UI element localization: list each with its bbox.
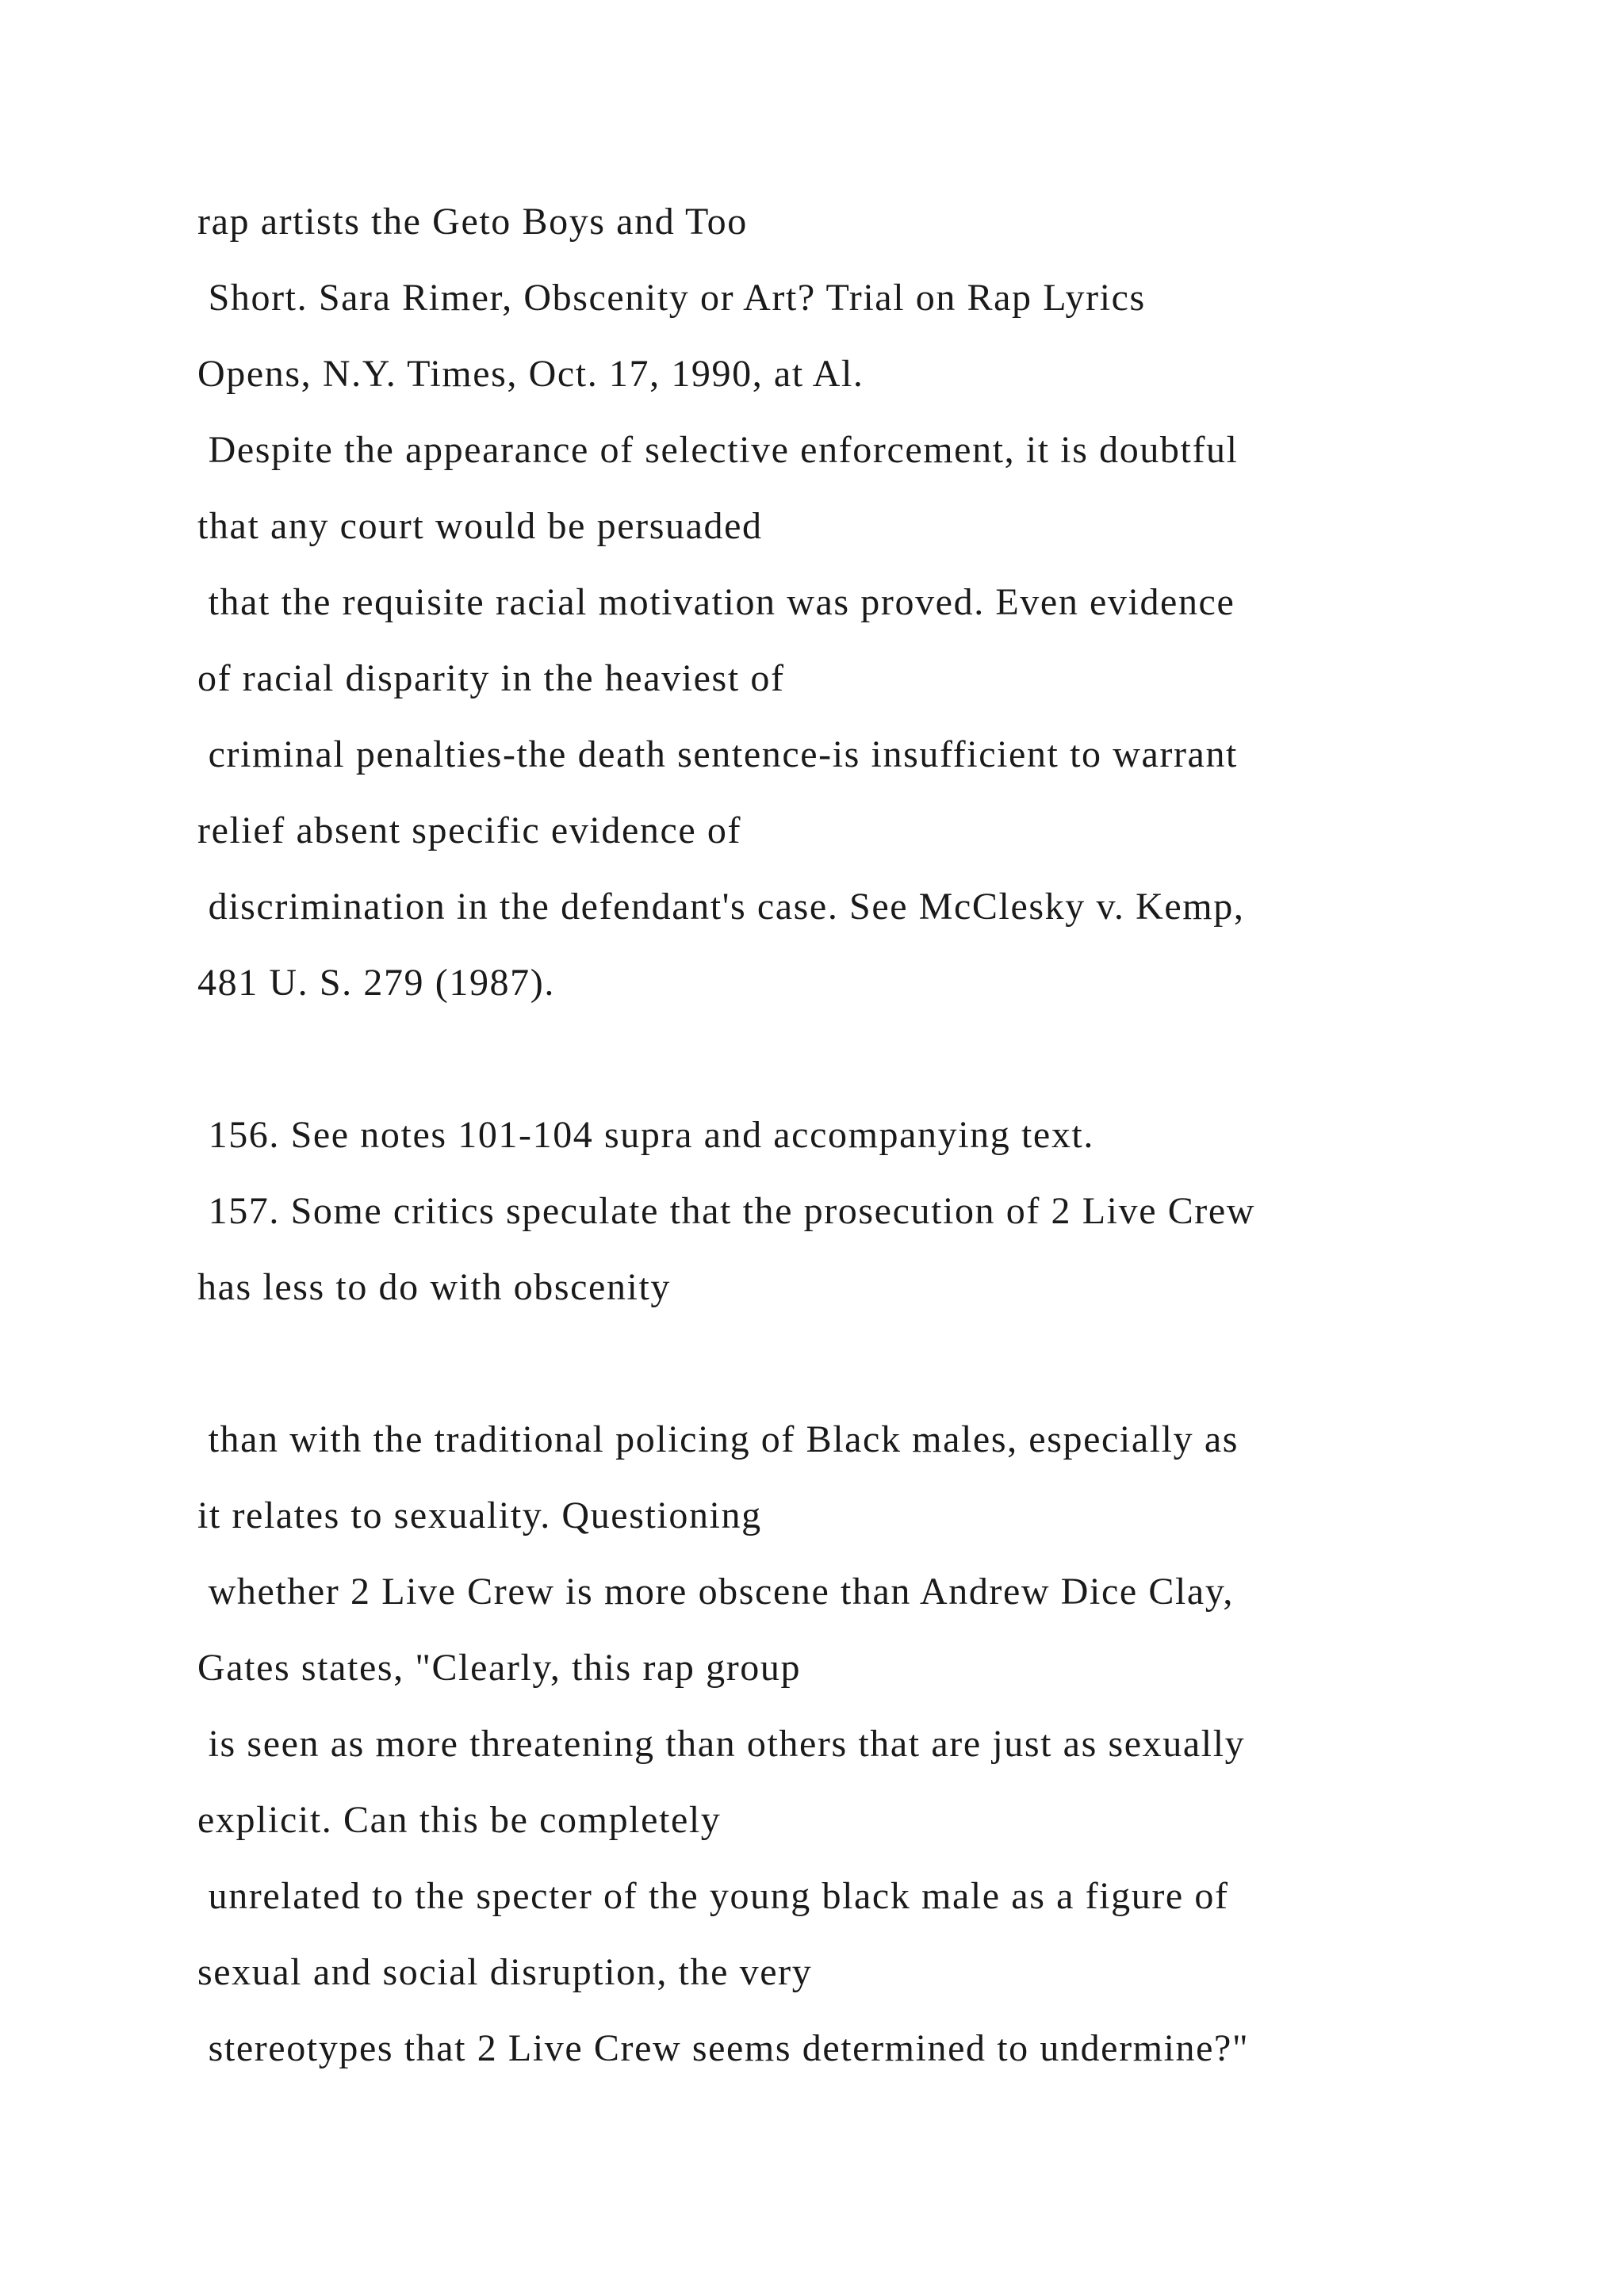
text-line: whether 2 Live Crew is more obscene than Andrew Dice Clay,: [197, 1571, 1234, 1613]
text-line: that the requisite racial motivation was proved. Even evidence: [197, 581, 1235, 623]
text-line: than with the traditional policing of Black males, especially as: [197, 1418, 1239, 1460]
text-line: relief absent specific evidence of: [197, 809, 742, 851]
text-line: discrimination in the defendant's case. See McClesky v. Kemp,: [197, 886, 1245, 928]
blank-line: [197, 1021, 1545, 1097]
text-line: 481 U. S. 279 (1987).: [197, 962, 555, 1004]
text-line: is seen as more threatening than others that are just as sexually: [197, 1723, 1246, 1765]
text-line: of racial disparity in the heaviest of: [197, 657, 785, 699]
text-line: Gates states, "Clearly, this rap group: [197, 1647, 802, 1689]
text-line: stereotypes that 2 Live Crew seems determined to undermine?": [197, 2027, 1250, 2069]
text-line: sexual and social disruption, the very: [197, 1951, 813, 1993]
text-line: rap artists the Geto Boys and Too: [197, 201, 748, 243]
text-line: Opens, N.Y. Times, Oct. 17, 1990, at Al.: [197, 353, 864, 395]
footnote-156: 156. See notes 101-104 supra and accompanying text.: [197, 1114, 1094, 1156]
text-line: explicit. Can this be completely: [197, 1799, 722, 1841]
text-line: Short. Sara Rimer, Obscenity or Art? Trial on Rap Lyrics: [197, 277, 1146, 319]
blank-line: [197, 1326, 1545, 1402]
text-line: criminal penalties-the death sentence-is insufficient to warrant: [197, 733, 1238, 775]
document-body: [197, 184, 1545, 2087]
text-line: Despite the appearance of selective enforcement, it is doubtful: [197, 429, 1239, 471]
text-line: it relates to sexuality. Questioning: [197, 1494, 762, 1536]
text-line: unrelated to the specter of the young black male as a figure of: [197, 1875, 1229, 1917]
text-line: that any court would be persuaded: [197, 505, 763, 547]
footnote-157: 157. Some critics speculate that the prosecution of 2 Live Crew: [197, 1190, 1256, 1232]
text-line: has less to do with obscenity: [197, 1266, 672, 1308]
